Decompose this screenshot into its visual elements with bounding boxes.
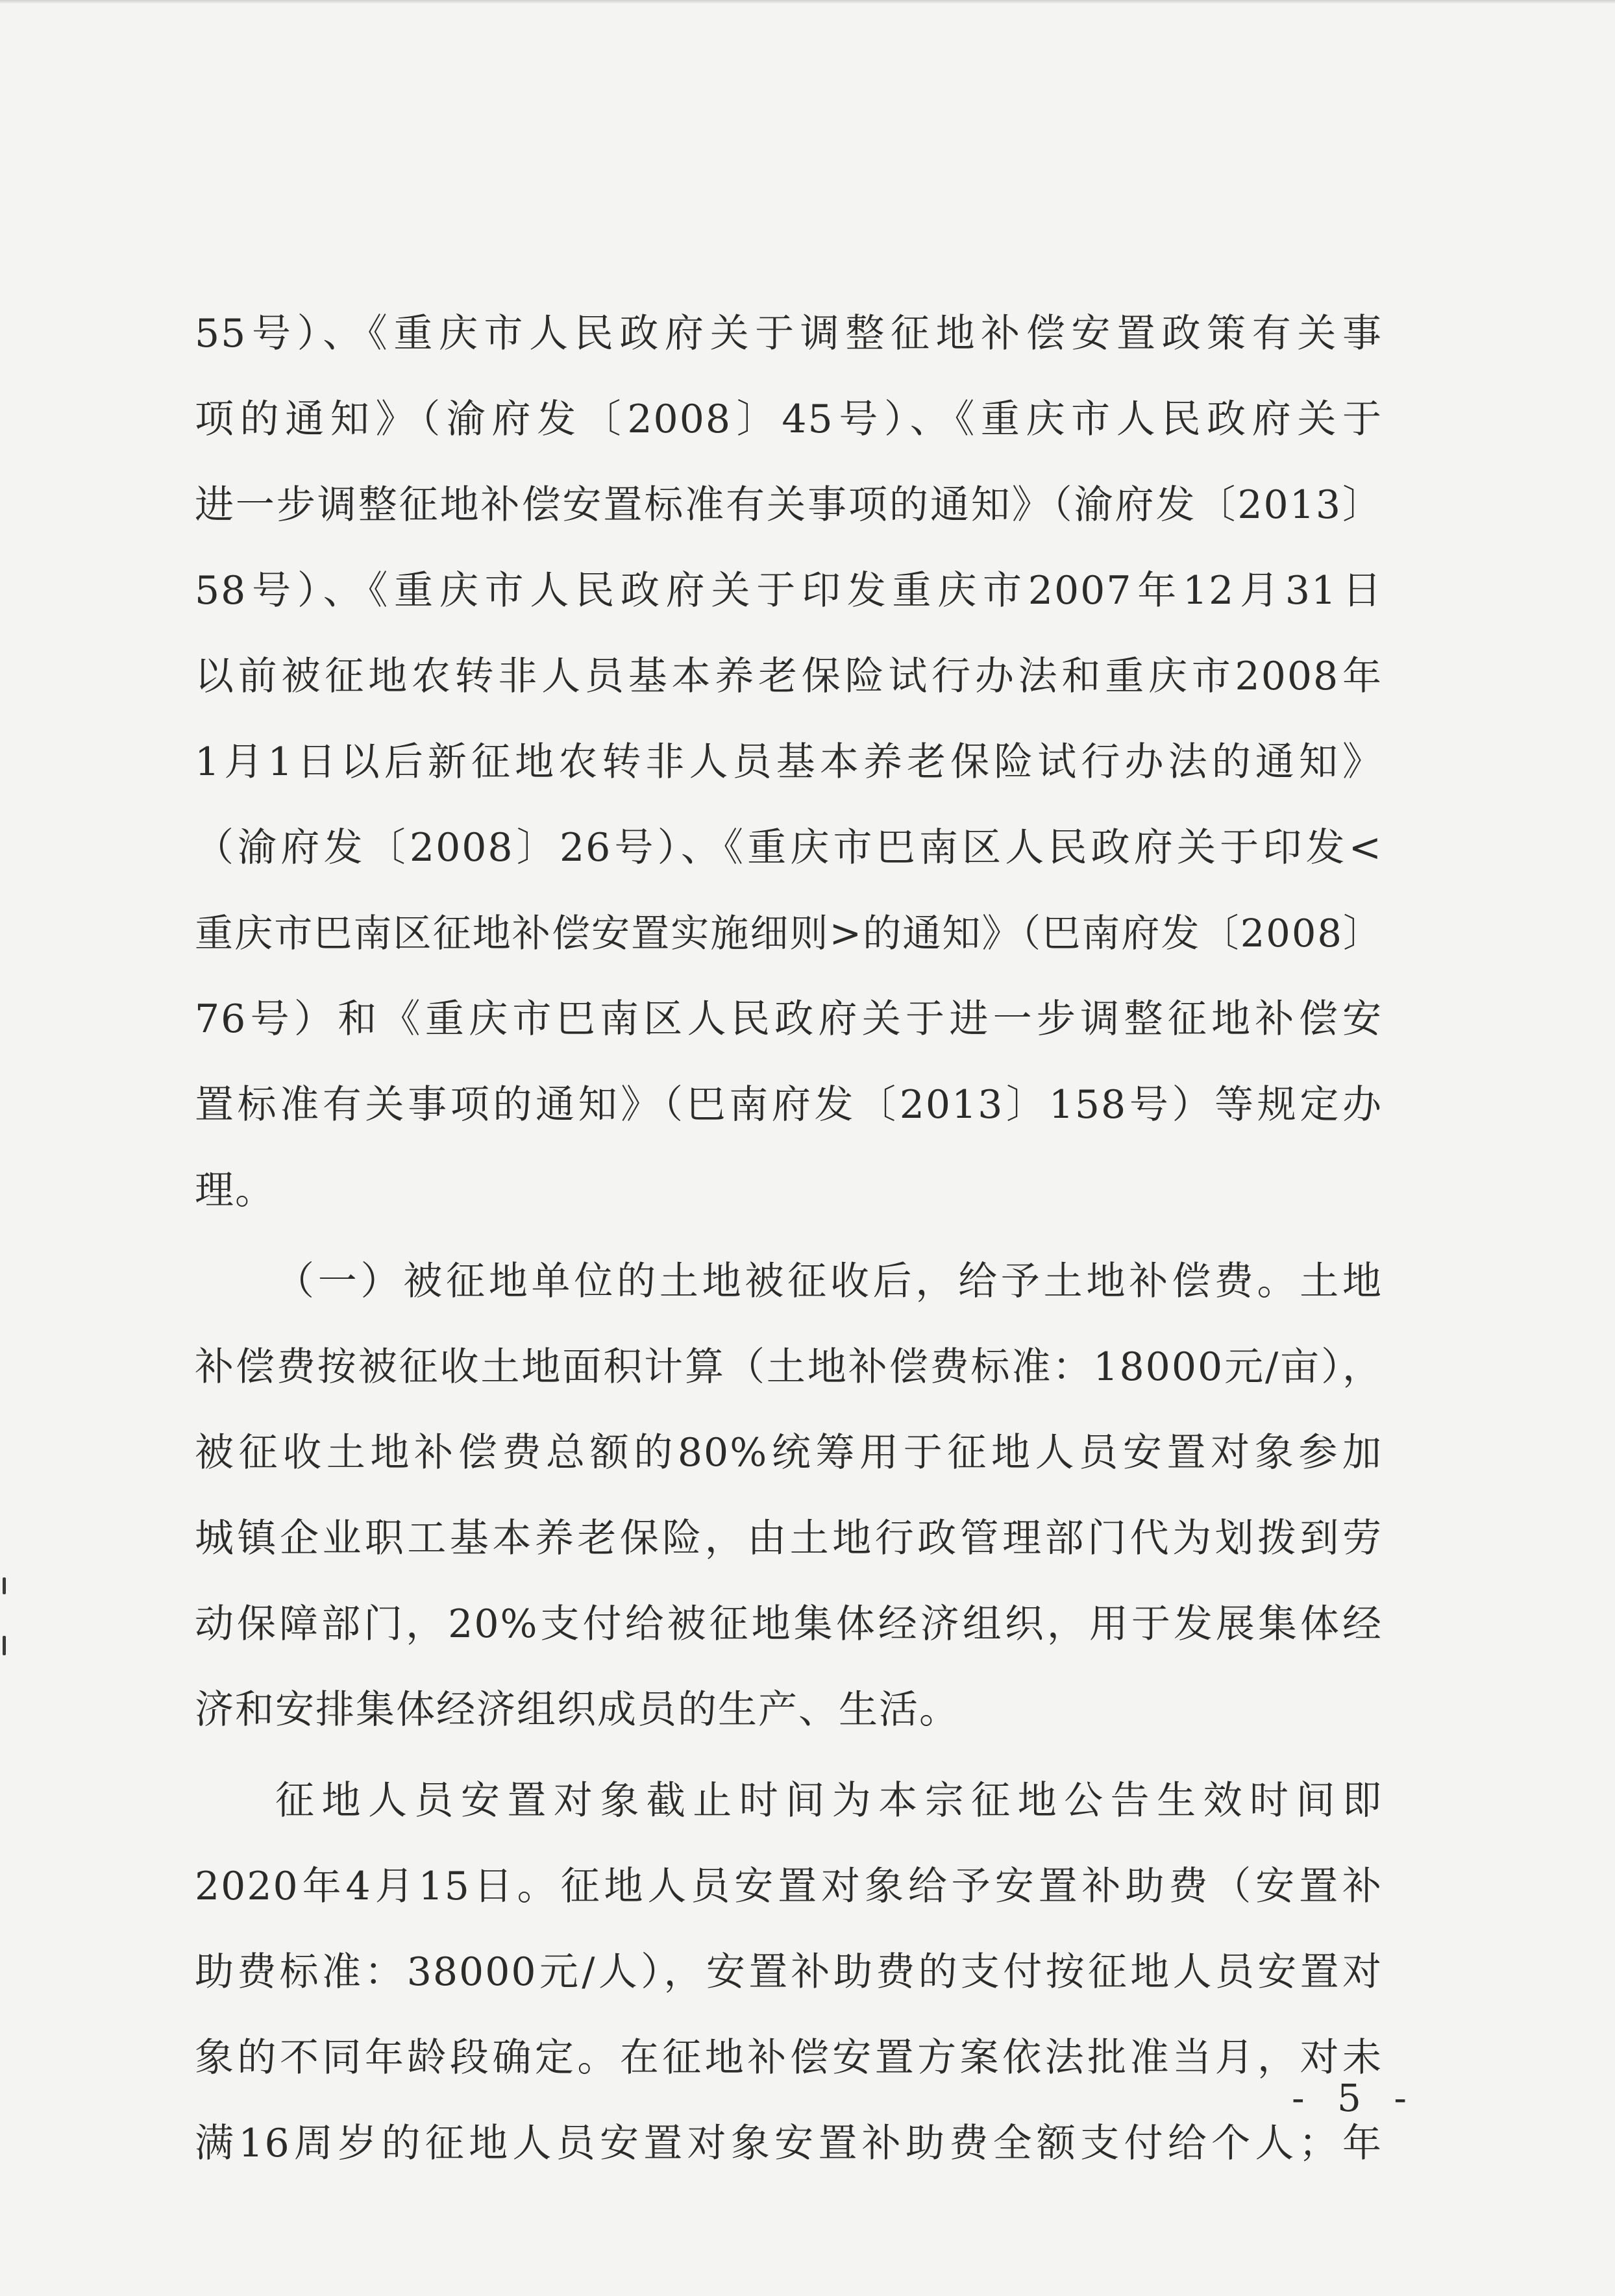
scan-margin-mark <box>3 1636 6 1655</box>
text-line: 以前被征地农转非人员基本养老保险试行办法和重庆市2008年 <box>195 654 1383 699</box>
scan-top-edge <box>0 0 1615 4</box>
text-line: 象的不同年龄段确定。在征地补偿安置方案依法批准当月，对未 <box>195 2035 1383 2080</box>
text-line: 动保障部门，20%支付给被征地集体经济组织，用于发展集体经 <box>195 1601 1383 1647</box>
paragraph-first-line: （一）被征地单位的土地被征收后，给予土地补偿费。土地 <box>275 1259 1383 1304</box>
text-line: 助费标准：38000元/人），安置补助费的支付按征地人员安置对 <box>195 1949 1383 1995</box>
text-line: 被征收土地补偿费总额的80%统筹用于征地人员安置对象参加 <box>195 1430 1383 1475</box>
text-line: 置标准有关事项的通知》（巴南府发〔2013〕158号）等规定办 <box>195 1082 1383 1128</box>
text-line: 2020年4月15日。征地人员安置对象给予安置补助费（安置补 <box>195 1864 1383 1909</box>
text-line: 76号）和《重庆市巴南区人民政府关于进一步调整征地补偿安 <box>195 996 1383 1042</box>
text-line: 进一步调整征地补偿安置标准有关事项的通知》（渝府发〔2013〕 <box>195 482 1383 528</box>
text-line: 理。 <box>195 1168 275 1213</box>
text-line: 项的通知》（渝府发〔2008〕45号）、《重庆市人民政府关于 <box>195 397 1383 442</box>
text-line: 55号）、《重庆市人民政府关于调整征地补偿安置政策有关事 <box>195 311 1383 356</box>
text-line: 1月1日以后新征地农转非人员基本养老保险试行办法的通知》 <box>195 739 1383 785</box>
text-line: 城镇企业职工基本养老保险，由土地行政管理部门代为划拨到劳 <box>195 1516 1383 1561</box>
text-line: 满16周岁的征地人员安置对象安置补助费全额支付给个人；年 <box>195 2121 1383 2166</box>
text-line: 重庆市巴南区征地补偿安置实施细则>的通知》（巴南府发〔2008〕 <box>195 911 1383 956</box>
text-line: 58号）、《重庆市人民政府关于印发重庆市2007年12月31日 <box>195 568 1383 613</box>
scan-margin-mark <box>3 1577 6 1594</box>
text-line: （渝府发〔2008〕26号）、《重庆市巴南区人民政府关于印发< <box>195 825 1383 870</box>
text-line: 济和安排集体经济组织成员的生产、生活。 <box>195 1687 959 1733</box>
paragraph-first-line: 征地人员安置对象截止时间为本宗征地公告生效时间即 <box>275 1778 1383 1823</box>
page-number: - 5 - <box>1292 2076 1417 2120</box>
document-body <box>195 291 1383 2186</box>
text-line: 补偿费按被征收土地面积计算（土地补偿费标准：18000元/亩）， <box>195 1344 1383 1390</box>
